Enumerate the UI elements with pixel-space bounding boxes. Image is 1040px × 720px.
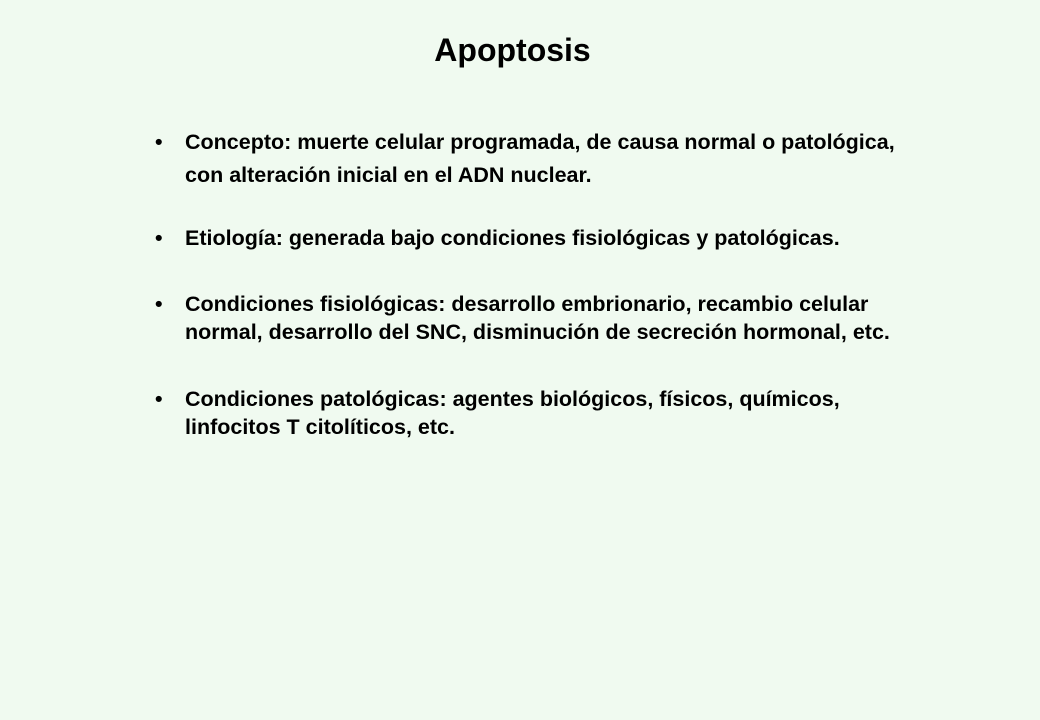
list-item <box>155 126 895 192</box>
bullet-marker: • <box>155 226 163 250</box>
bullet-text-concepto: Concepto: muerte celular programada, de causa normal o patológica, con alteración inicial en el ADN nuclear. <box>185 130 895 187</box>
slide-title: Apoptosis <box>434 32 591 68</box>
list-item <box>155 222 895 255</box>
bullet-text-etiologia: Etiología: generada bajo condiciones fisiológicas y patológicas. <box>185 226 840 250</box>
list-item <box>155 385 895 441</box>
list-item <box>155 290 895 346</box>
bullet-text-condiciones-patologicas: Condiciones patológicas: agentes biológicos, físicos, químicos, linfocitos T citolíticos, etc. <box>185 387 840 439</box>
bullet-marker: • <box>155 387 163 411</box>
bullet-list <box>155 126 895 441</box>
bullet-marker: • <box>155 130 163 154</box>
bullet-text-condiciones-fisiologicas: Condiciones fisiológicas: desarrollo embrionario, recambio celular normal, desarrollo del SNC, disminución de secreción hormonal, etc. <box>185 292 890 344</box>
bullet-marker: • <box>155 292 163 316</box>
